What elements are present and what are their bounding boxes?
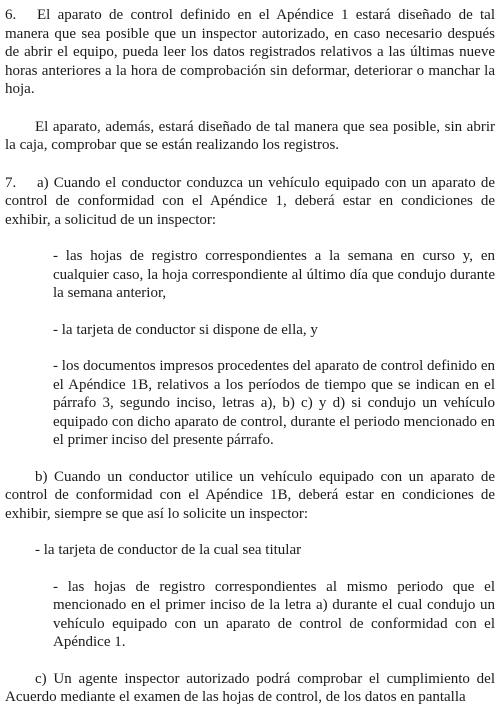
paragraph-7b: b) Cuando un conductor utilice un vehículo equipado con un aparato de control de conformidad con el Apéndice 1B, deberá estar en condiciones de exhibir, siempre se que así lo solicite un inspector:: [5, 468, 495, 522]
paragraph-7a: [5, 174, 495, 230]
paragraph-text: a) Cuando el conductor conduzca un vehículo equipado con un aparato de control de conformidad con el Apéndice 1, deberá estar en condiciones de exhibir, a solicitud de un inspector:: [5, 174, 495, 228]
paragraph-7c: c) Un agente inspector autorizado podrá comprobar el cumplimiento del Acuerdo mediante el examen de las hojas de control, de los datos en pantalla: [5, 670, 495, 705]
paragraph-6-continuation: El aparato, además, estará diseñado de tal manera que sea posible, sin abrir la caja, comprobar que se están realizando los registros.: [5, 118, 495, 153]
paragraph-number: 6.: [5, 7, 17, 23]
paragraph-number: 7.: [5, 174, 17, 191]
paragraph-6: [5, 6, 495, 99]
list-item: - las hojas de registro correspondientes al mismo periodo que el mencionado en el primer inciso de la letra a) durante el cual condujo un vehículo equipado con un aparato de control de conformidad con el Apéndice 1.: [53, 578, 495, 650]
list-item: - la tarjeta de conductor si dispone de ella, y: [53, 321, 318, 338]
list-item: - los documentos impresos procedentes del aparato de control definido en el Apéndice 1B, relativos a los períodos de tiempo que se indican en el párrafo 3, segundo inciso, letras a), b) c) y d) si condujo un vehículo equipado con dicho aparato de control, durante el periodo mencionado en el primer inciso del presente párrafo.: [53, 358, 495, 448]
list-item: - las hojas de registro correspondientes a la semana en curso y, en cualquier caso, la hoja correspondiente al último día que condujo durante la semana anterior,: [53, 248, 495, 301]
paragraph-text: El aparato de control definido en el Apéndice 1 estará diseñado de tal manera que sea posible que un inspector autorizado, en caso necesario después de abrir el equipo, pueda leer los datos registrados relativos a las últimas nueve horas anteriores a la hora de comprobación sin deformar, deteriorar o manchar la hoja.: [5, 7, 495, 97]
list-item: - la tarjeta de conductor de la cual sea titular: [35, 542, 302, 558]
